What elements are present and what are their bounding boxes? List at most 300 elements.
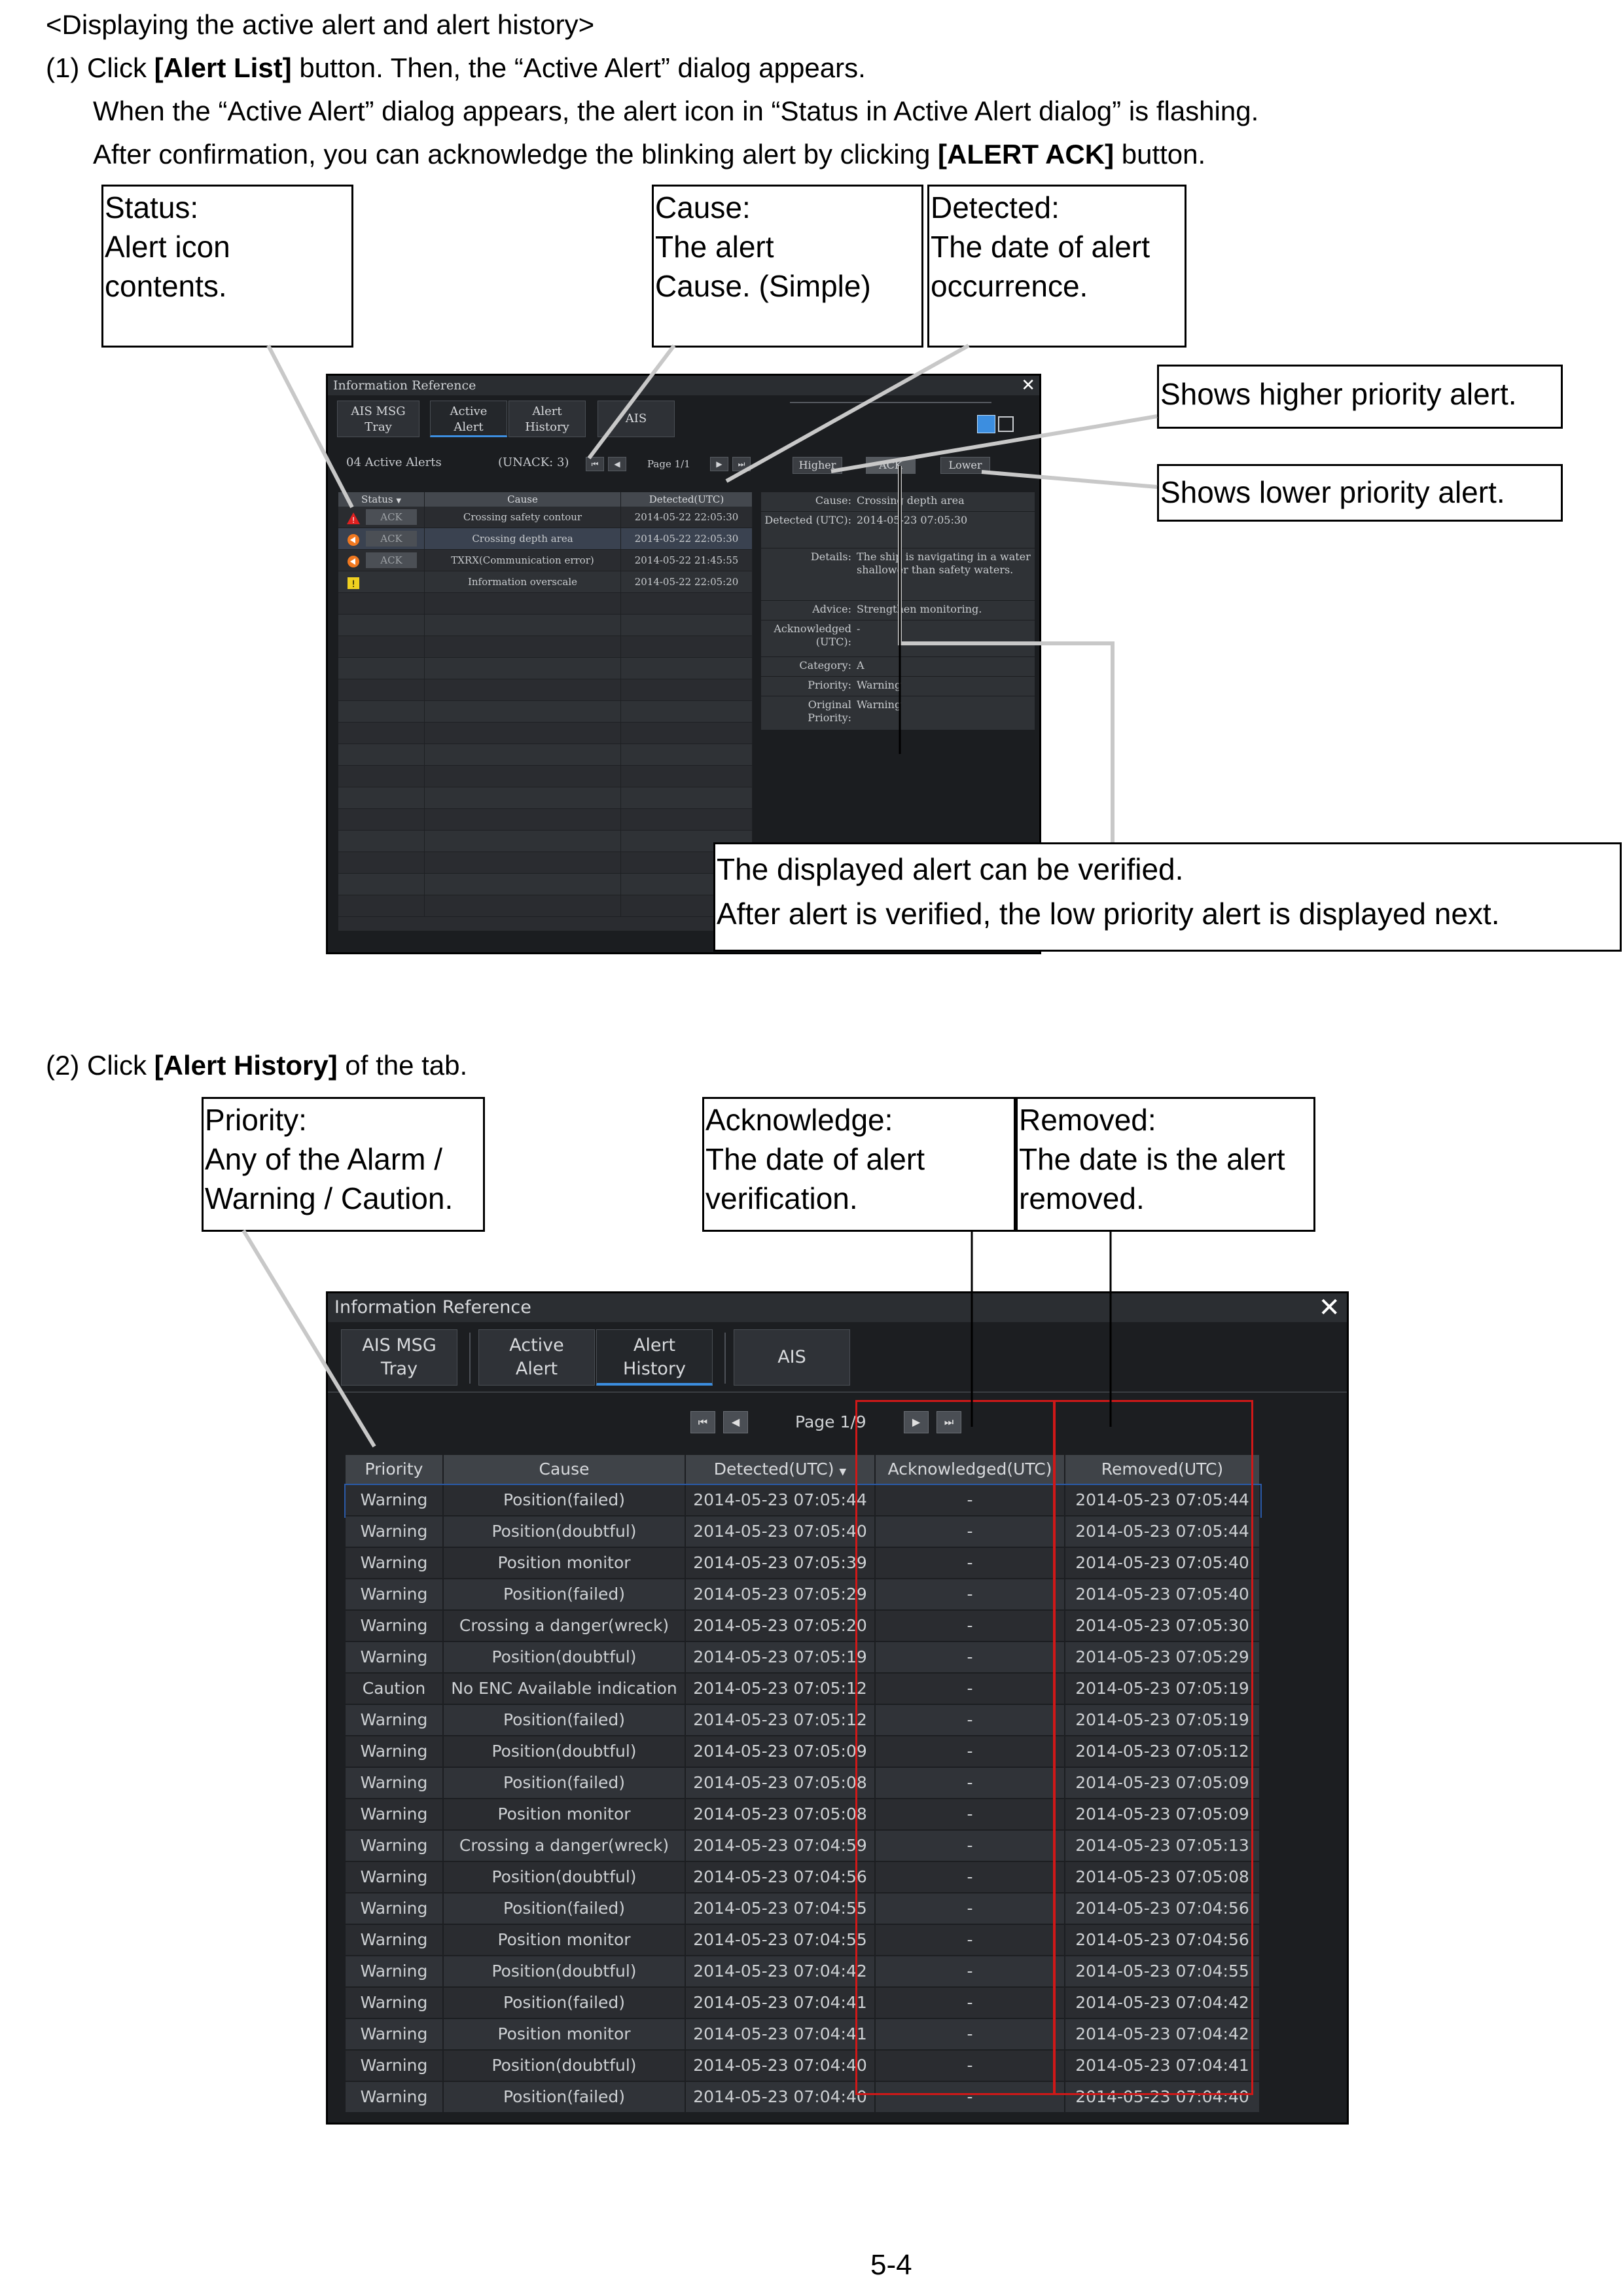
status-cell bbox=[338, 852, 425, 873]
cause-cell bbox=[425, 744, 621, 765]
cause-cell bbox=[425, 766, 621, 787]
detected-cell: 2014-05-23 07:05:44 bbox=[686, 1485, 876, 1515]
detected-cell: 2014-05-23 07:05:08 bbox=[686, 1768, 876, 1798]
detail-value: Warning bbox=[857, 698, 902, 711]
acknowledged-cell: - bbox=[876, 1862, 1065, 1892]
cause-cell bbox=[425, 852, 621, 873]
detected-cell bbox=[621, 679, 753, 700]
status-cell bbox=[338, 507, 425, 528]
alert-history-dialog bbox=[326, 1291, 1349, 2125]
cause-cell bbox=[425, 723, 621, 744]
status-cell bbox=[338, 615, 425, 636]
detected-cell: 2014-05-23 07:05:29 bbox=[686, 1579, 876, 1609]
detected-cell: 2014-05-23 07:04:41 bbox=[686, 1988, 876, 2018]
removed-cell: 2014-05-23 07:05:44 bbox=[1065, 1516, 1260, 1547]
cause-cell: Crossing depth area bbox=[425, 528, 621, 549]
table-row[interactable] bbox=[338, 679, 753, 701]
acknowledged-cell: - bbox=[876, 1674, 1065, 1704]
tab-label: Alert bbox=[532, 404, 562, 418]
detected-cell bbox=[621, 658, 753, 679]
tab-label: Tray bbox=[365, 420, 392, 434]
acknowledged-cell: - bbox=[876, 2019, 1065, 2049]
acknowledged-cell: - bbox=[876, 2051, 1065, 2081]
detected-cell: 2014-05-23 07:05:08 bbox=[686, 1799, 876, 1829]
step1-prefix: (1) Click bbox=[46, 52, 154, 83]
detected-cell: 2014-05-23 07:04:56 bbox=[686, 1862, 876, 1892]
removed-cell: 2014-05-23 07:05:29 bbox=[1065, 1642, 1260, 1672]
detected-cell: 2014-05-23 07:05:09 bbox=[686, 1736, 876, 1767]
detail-key: Details: bbox=[810, 550, 851, 563]
table-row[interactable] bbox=[338, 852, 753, 874]
highlight-acknowledged-column bbox=[855, 1400, 1056, 2095]
detected-cell bbox=[621, 593, 753, 614]
column-header-priority[interactable]: Priority bbox=[346, 1455, 444, 1484]
callout-priority-line: Warning / Caution. bbox=[205, 1181, 454, 1215]
tab-label: Tray bbox=[380, 1359, 418, 1379]
priority-cell: Warning bbox=[346, 1736, 444, 1767]
acknowledged-cell: - bbox=[876, 1516, 1065, 1547]
removed-cell: 2014-05-23 07:05:09 bbox=[1065, 1799, 1260, 1829]
status-cell bbox=[338, 658, 425, 679]
last-page-button[interactable]: ⏭ bbox=[732, 457, 751, 471]
detail-row bbox=[761, 677, 1035, 696]
alert-history-ref: [Alert History] bbox=[154, 1050, 338, 1081]
cause-cell: Position monitor bbox=[444, 1799, 686, 1829]
cause-cell: Position(doubtful) bbox=[444, 1956, 686, 1986]
removed-cell: 2014-05-23 07:04:56 bbox=[1065, 1925, 1260, 1955]
tab-divider bbox=[469, 1333, 471, 1384]
status-cell bbox=[338, 571, 425, 592]
detail-row bbox=[761, 492, 1035, 512]
priority-cell: Warning bbox=[346, 1925, 444, 1955]
detected-cell: 2014-05-23 07:05:19 bbox=[686, 1642, 876, 1672]
callout-acknowledge-line: verification. bbox=[705, 1181, 858, 1215]
sort-down-icon: ▼ bbox=[396, 497, 402, 505]
tab-divider bbox=[724, 1333, 726, 1384]
priority-cell: Warning bbox=[346, 1611, 444, 1641]
cause-cell bbox=[425, 831, 621, 852]
callout-verify-line: The displayed alert can be verified. bbox=[717, 852, 1184, 886]
detected-cell: 2014-05-23 07:05:12 bbox=[686, 1674, 876, 1704]
cause-cell: Position(failed) bbox=[444, 2082, 686, 2112]
detail-row bbox=[761, 548, 1035, 601]
unack-count: (UNACK: 3) bbox=[498, 456, 569, 469]
acknowledged-cell: - bbox=[876, 1579, 1065, 1609]
priority-cell: Warning bbox=[346, 2051, 444, 2081]
active-alert-table bbox=[338, 492, 753, 931]
column-header-cause[interactable]: Cause bbox=[444, 1455, 686, 1484]
detected-cell: 2014-05-22 22:05:30 bbox=[621, 507, 753, 528]
table-row[interactable] bbox=[338, 723, 753, 744]
priority-cell: Caution bbox=[346, 1674, 444, 1704]
prev-page-button[interactable]: ◀ bbox=[608, 457, 626, 471]
step1-line2: When the “Active Alert” dialog appears, the alert icon in “Status in Active Alert dialog” is flashing. bbox=[93, 96, 1259, 126]
cause-cell bbox=[425, 615, 621, 636]
detected-cell: 2014-05-23 07:05:39 bbox=[686, 1548, 876, 1578]
alert-list-ref: [Alert List] bbox=[154, 52, 292, 83]
svg-text:!: ! bbox=[351, 516, 355, 525]
tab-active-alert[interactable] bbox=[478, 1329, 595, 1386]
removed-cell: 2014-05-23 07:04:55 bbox=[1065, 1956, 1260, 1986]
cause-cell bbox=[425, 636, 621, 657]
table-row[interactable] bbox=[338, 831, 753, 852]
table-row[interactable] bbox=[338, 701, 753, 723]
svg-text:!: ! bbox=[351, 579, 355, 590]
tab-label: Alert bbox=[454, 420, 484, 434]
cause-cell: Crossing safety contour bbox=[425, 507, 621, 528]
status-cell bbox=[338, 636, 425, 657]
row-ack-button[interactable]: ACK bbox=[366, 531, 417, 547]
table-row[interactable] bbox=[338, 615, 753, 636]
detected-cell: 2014-05-23 07:05:20 bbox=[686, 1611, 876, 1641]
detected-cell bbox=[621, 766, 753, 787]
higher-button[interactable]: Higher bbox=[793, 457, 842, 474]
priority-cell: Warning bbox=[346, 1642, 444, 1672]
prev-page-button[interactable]: ◀ bbox=[723, 1411, 748, 1433]
priority-cell: Warning bbox=[346, 1516, 444, 1547]
callout-acknowledge bbox=[702, 1097, 1016, 1232]
table-row[interactable] bbox=[338, 787, 753, 809]
cause-cell: Position(failed) bbox=[444, 1988, 686, 2018]
detail-key: Priority: bbox=[808, 679, 851, 691]
detail-value: The ship is navigating in a water shallower than safety waters. bbox=[857, 550, 1031, 576]
removed-cell: 2014-05-23 07:05:30 bbox=[1065, 1611, 1260, 1641]
alert-ack-ref: [ALERT ACK] bbox=[938, 139, 1115, 170]
callout-removed-line: Removed: bbox=[1019, 1103, 1156, 1137]
detail-key: Advice: bbox=[812, 603, 851, 615]
last-page-button[interactable]: ⏭ bbox=[936, 1411, 961, 1433]
warning-icon bbox=[346, 533, 361, 546]
cause-cell: Position monitor bbox=[444, 1548, 686, 1578]
detected-cell: 2014-05-23 07:04:55 bbox=[686, 1893, 876, 1924]
callout-removed-line: The date is the alert bbox=[1019, 1142, 1285, 1176]
cause-cell: Position(doubtful) bbox=[444, 1862, 686, 1892]
callout-detected-line: occurrence. bbox=[931, 269, 1088, 303]
step1-line3 bbox=[93, 137, 1205, 171]
layout-toggle-icon[interactable] bbox=[977, 415, 995, 433]
detected-cell bbox=[621, 744, 753, 765]
status-cell bbox=[338, 701, 425, 722]
lower-button[interactable]: Lower bbox=[940, 457, 990, 474]
priority-cell: Warning bbox=[346, 1862, 444, 1892]
cause-cell: Information overscale bbox=[425, 571, 621, 592]
callout-verify bbox=[713, 842, 1622, 952]
removed-cell: 2014-05-23 07:05:09 bbox=[1065, 1768, 1260, 1798]
detail-key: Category: bbox=[799, 659, 851, 672]
column-header-cause[interactable]: Cause bbox=[425, 492, 621, 507]
dialog-title: Information Reference bbox=[328, 376, 1039, 395]
cause-cell: Position(failed) bbox=[444, 1893, 686, 1924]
active-alert-count: 04 Active Alerts bbox=[346, 456, 442, 469]
acknowledged-cell: - bbox=[876, 1768, 1065, 1798]
detected-cell: 2014-05-22 21:45:55 bbox=[621, 550, 753, 571]
callout-lower: Shows lower priority alert. bbox=[1157, 464, 1563, 522]
status-cell bbox=[338, 831, 425, 852]
detected-cell bbox=[621, 809, 753, 830]
column-header-status[interactable] bbox=[338, 492, 425, 507]
acknowledged-cell: - bbox=[876, 1893, 1065, 1924]
window-icon[interactable] bbox=[998, 416, 1014, 432]
detail-row bbox=[761, 657, 1035, 677]
table-row[interactable] bbox=[338, 507, 753, 528]
column-header-detected[interactable] bbox=[686, 1455, 876, 1484]
priority-cell: Warning bbox=[346, 2019, 444, 2049]
tab-ais-msg-tray[interactable] bbox=[341, 1329, 457, 1386]
row-ack-button[interactable]: ACK bbox=[366, 552, 417, 568]
table-row[interactable] bbox=[338, 874, 753, 895]
detected-cell: 2014-05-22 22:05:30 bbox=[621, 528, 753, 549]
priority-cell: Warning bbox=[346, 1485, 444, 1515]
tab-ais[interactable] bbox=[597, 401, 675, 437]
table-row[interactable] bbox=[338, 571, 753, 593]
cause-cell bbox=[425, 679, 621, 700]
caution-icon bbox=[346, 576, 361, 589]
next-page-button[interactable]: ▶ bbox=[904, 1411, 929, 1433]
detected-cell: 2014-05-23 07:05:40 bbox=[686, 1516, 876, 1547]
ack-button[interactable]: ACK bbox=[866, 457, 916, 474]
status-cell bbox=[338, 528, 425, 549]
priority-cell: Warning bbox=[346, 2082, 444, 2112]
callout-cause-line: Cause. (Simple) bbox=[655, 269, 871, 303]
status-cell bbox=[338, 550, 425, 571]
tab-label: Alert bbox=[633, 1335, 676, 1355]
callout-status-line: Alert icon bbox=[105, 230, 230, 264]
removed-cell: 2014-05-23 07:05:44 bbox=[1065, 1485, 1260, 1515]
detected-cell: 2014-05-23 07:04:40 bbox=[686, 2051, 876, 2081]
callout-higher: Shows higher priority alert. bbox=[1157, 365, 1563, 429]
row-ack-button[interactable]: ACK bbox=[366, 509, 417, 525]
status-cell bbox=[338, 809, 425, 830]
acknowledged-cell: - bbox=[876, 1736, 1065, 1767]
acknowledged-cell: - bbox=[876, 1799, 1065, 1829]
detail-row bbox=[761, 601, 1035, 620]
header-label: Detected(UTC) bbox=[713, 1460, 834, 1479]
priority-cell: Warning bbox=[346, 1956, 444, 1986]
detail-key: Acknowledged (UTC): bbox=[774, 622, 851, 648]
detail-value: - bbox=[857, 622, 861, 635]
priority-cell: Warning bbox=[346, 1799, 444, 1829]
table-row[interactable] bbox=[338, 636, 753, 658]
callout-priority bbox=[202, 1097, 485, 1232]
tab-label: AIS bbox=[625, 412, 647, 425]
acknowledged-cell: - bbox=[876, 1611, 1065, 1641]
cause-cell bbox=[425, 787, 621, 808]
table-row[interactable] bbox=[338, 658, 753, 679]
tab-ais-msg-tray[interactable] bbox=[337, 401, 419, 437]
detected-cell: 2014-05-23 07:04:41 bbox=[686, 2019, 876, 2049]
callout-removed bbox=[1016, 1097, 1315, 1232]
page-number: 5-4 bbox=[870, 2249, 912, 2281]
divider bbox=[328, 1391, 1347, 1393]
section-heading: <Displaying the active alert and alert history> bbox=[46, 9, 595, 40]
detail-value: A bbox=[857, 659, 865, 672]
priority-cell: Warning bbox=[346, 1768, 444, 1798]
detail-value: Strengthen monitoring. bbox=[857, 603, 982, 615]
detail-row bbox=[761, 620, 1035, 657]
status-cell bbox=[338, 874, 425, 895]
cause-cell: Position monitor bbox=[444, 2019, 686, 2049]
table-row[interactable] bbox=[338, 809, 753, 831]
dialog-title: Information Reference bbox=[328, 1293, 1347, 1322]
detected-cell bbox=[621, 787, 753, 808]
callout-status bbox=[101, 185, 353, 348]
table-row[interactable] bbox=[338, 744, 753, 766]
status-cell bbox=[338, 679, 425, 700]
acknowledged-cell: - bbox=[876, 1548, 1065, 1578]
cause-cell: Position(failed) bbox=[444, 1485, 686, 1515]
detected-cell bbox=[621, 615, 753, 636]
highlight-removed-column bbox=[1053, 1400, 1253, 2095]
removed-cell: 2014-05-23 07:05:08 bbox=[1065, 1862, 1260, 1892]
sort-down-icon: ▼ bbox=[839, 1467, 847, 1477]
acknowledged-cell: - bbox=[876, 1925, 1065, 1955]
detail-row bbox=[761, 696, 1035, 730]
table-row[interactable] bbox=[338, 528, 753, 550]
tab-label: AIS MSG bbox=[351, 404, 406, 418]
cause-cell: Crossing a danger(wreck) bbox=[444, 1611, 686, 1641]
callout-detected-line: Detected: bbox=[931, 190, 1060, 224]
detected-cell: 2014-05-22 22:05:20 bbox=[621, 571, 753, 592]
status-cell bbox=[338, 723, 425, 744]
cause-cell bbox=[425, 593, 621, 614]
column-header-detected[interactable]: Detected(UTC) bbox=[621, 492, 753, 507]
priority-cell: Warning bbox=[346, 1705, 444, 1735]
tab-label: Active bbox=[509, 1335, 564, 1355]
callout-cause-line: Cause: bbox=[655, 190, 751, 224]
acknowledged-cell: - bbox=[876, 2082, 1065, 2112]
callout-cause bbox=[652, 185, 923, 348]
step2-line bbox=[46, 1049, 467, 1083]
tab-label: Alert bbox=[515, 1359, 558, 1379]
acknowledged-cell: - bbox=[876, 1705, 1065, 1735]
cause-cell: Crossing a danger(wreck) bbox=[444, 1831, 686, 1861]
callout-priority-line: Any of the Alarm / bbox=[205, 1142, 443, 1176]
table-row[interactable] bbox=[338, 550, 753, 571]
priority-cell: Warning bbox=[346, 1579, 444, 1609]
tab-label: Active bbox=[450, 404, 488, 418]
detected-cell bbox=[621, 636, 753, 657]
cause-cell: Position(failed) bbox=[444, 1768, 686, 1798]
status-cell bbox=[338, 766, 425, 787]
column-header-acknowledged[interactable]: Acknowledged(UTC) bbox=[876, 1455, 1065, 1484]
removed-cell: 2014-05-23 07:05:19 bbox=[1065, 1674, 1260, 1704]
header-label: Status bbox=[361, 493, 393, 505]
detected-cell: 2014-05-23 07:04:42 bbox=[686, 1956, 876, 1986]
removed-cell: 2014-05-23 07:04:56 bbox=[1065, 1893, 1260, 1924]
cause-cell: Position(doubtful) bbox=[444, 2051, 686, 2081]
acknowledged-cell: - bbox=[876, 1988, 1065, 2018]
tab-alert-history[interactable] bbox=[508, 401, 586, 437]
table-row[interactable] bbox=[338, 766, 753, 787]
step1-line3-suffix: button. bbox=[1114, 139, 1206, 170]
tab-label: History bbox=[525, 420, 569, 434]
cause-cell: Position(doubtful) bbox=[444, 1516, 686, 1547]
removed-cell: 2014-05-23 07:05:19 bbox=[1065, 1705, 1260, 1735]
cause-cell: Position(doubtful) bbox=[444, 1642, 686, 1672]
cause-cell bbox=[425, 701, 621, 722]
removed-cell: 2014-05-23 07:05:13 bbox=[1065, 1831, 1260, 1861]
tab-label: AIS MSG bbox=[362, 1335, 437, 1355]
step1-line3-prefix: After confirmation, you can acknowledge the blinking alert by clicking bbox=[93, 139, 938, 170]
detail-key: Original Priority: bbox=[808, 698, 851, 724]
priority-cell: Warning bbox=[346, 1548, 444, 1578]
detail-key: Detected (UTC): bbox=[764, 514, 851, 526]
cause-cell bbox=[425, 809, 621, 830]
status-cell bbox=[338, 744, 425, 765]
status-cell bbox=[338, 593, 425, 614]
detail-value: Warning bbox=[857, 679, 902, 691]
priority-cell: Warning bbox=[346, 1831, 444, 1861]
callout-acknowledge-line: Acknowledge: bbox=[705, 1103, 893, 1137]
detected-cell: 2014-05-23 07:05:12 bbox=[686, 1705, 876, 1735]
alarm-icon bbox=[346, 511, 361, 524]
callout-removed-line: removed. bbox=[1019, 1181, 1145, 1215]
detail-key: Cause: bbox=[815, 494, 851, 507]
acknowledged-cell: - bbox=[876, 1485, 1065, 1515]
warning-icon bbox=[346, 554, 361, 567]
column-header-removed[interactable]: Removed(UTC) bbox=[1065, 1455, 1260, 1484]
page-indicator: Page 1/1 bbox=[647, 458, 690, 470]
detected-cell: 2014-05-23 07:04:55 bbox=[686, 1925, 876, 1955]
next-page-button[interactable]: ▶ bbox=[710, 457, 728, 471]
callout-acknowledge-line: The date of alert bbox=[705, 1142, 925, 1176]
table-row[interactable] bbox=[338, 593, 753, 615]
removed-cell: 2014-05-23 07:05:40 bbox=[1065, 1548, 1260, 1578]
callout-status-line: Status: bbox=[105, 190, 199, 224]
acknowledged-cell: - bbox=[876, 1642, 1065, 1672]
first-page-button[interactable]: ⏮ bbox=[690, 1411, 715, 1433]
first-page-button[interactable]: ⏮ bbox=[586, 457, 604, 471]
callout-verify-line: After alert is verified, the low priority alert is displayed next. bbox=[717, 897, 1500, 931]
removed-cell: 2014-05-23 07:04:42 bbox=[1065, 1988, 1260, 2018]
removed-cell: 2014-05-23 07:04:41 bbox=[1065, 2051, 1260, 2081]
acknowledged-cell: - bbox=[876, 1956, 1065, 1986]
step2-prefix: (2) Click bbox=[46, 1050, 154, 1081]
step1-line1 bbox=[46, 51, 866, 85]
callout-status-line: contents. bbox=[105, 269, 227, 303]
tab-alert-history[interactable] bbox=[596, 1329, 713, 1386]
removed-cell: 2014-05-23 07:04:42 bbox=[1065, 2019, 1260, 2049]
alert-detail-panel bbox=[761, 492, 1035, 767]
cause-cell bbox=[425, 895, 621, 916]
tab-ais[interactable] bbox=[734, 1329, 850, 1386]
detected-cell: 2014-05-23 07:04:40 bbox=[686, 2082, 876, 2112]
detected-cell bbox=[621, 701, 753, 722]
cause-cell bbox=[425, 874, 621, 895]
tab-label: AIS bbox=[777, 1347, 806, 1367]
removed-cell: 2014-05-23 07:04:40 bbox=[1065, 2082, 1260, 2112]
callout-cause-line: The alert bbox=[655, 230, 774, 264]
tab-active-alert[interactable] bbox=[430, 401, 507, 437]
priority-cell: Warning bbox=[346, 1893, 444, 1924]
removed-cell: 2014-05-23 07:05:12 bbox=[1065, 1736, 1260, 1767]
cause-cell bbox=[425, 658, 621, 679]
status-cell bbox=[338, 787, 425, 808]
detected-cell: 2014-05-23 07:04:59 bbox=[686, 1831, 876, 1861]
detected-cell bbox=[621, 723, 753, 744]
cause-cell: Position(doubtful) bbox=[444, 1736, 686, 1767]
detail-row bbox=[761, 512, 1035, 548]
callout-detected bbox=[927, 185, 1186, 348]
priority-cell: Warning bbox=[346, 1988, 444, 2018]
divider bbox=[790, 402, 991, 403]
close-icon[interactable]: ✕ bbox=[1318, 1293, 1340, 1323]
callout-detected-line: The date of alert bbox=[931, 230, 1150, 264]
status-cell bbox=[338, 895, 425, 916]
close-icon[interactable]: ✕ bbox=[1021, 376, 1035, 395]
step2-suffix: of the tab. bbox=[337, 1050, 468, 1081]
table-row[interactable] bbox=[338, 895, 753, 917]
